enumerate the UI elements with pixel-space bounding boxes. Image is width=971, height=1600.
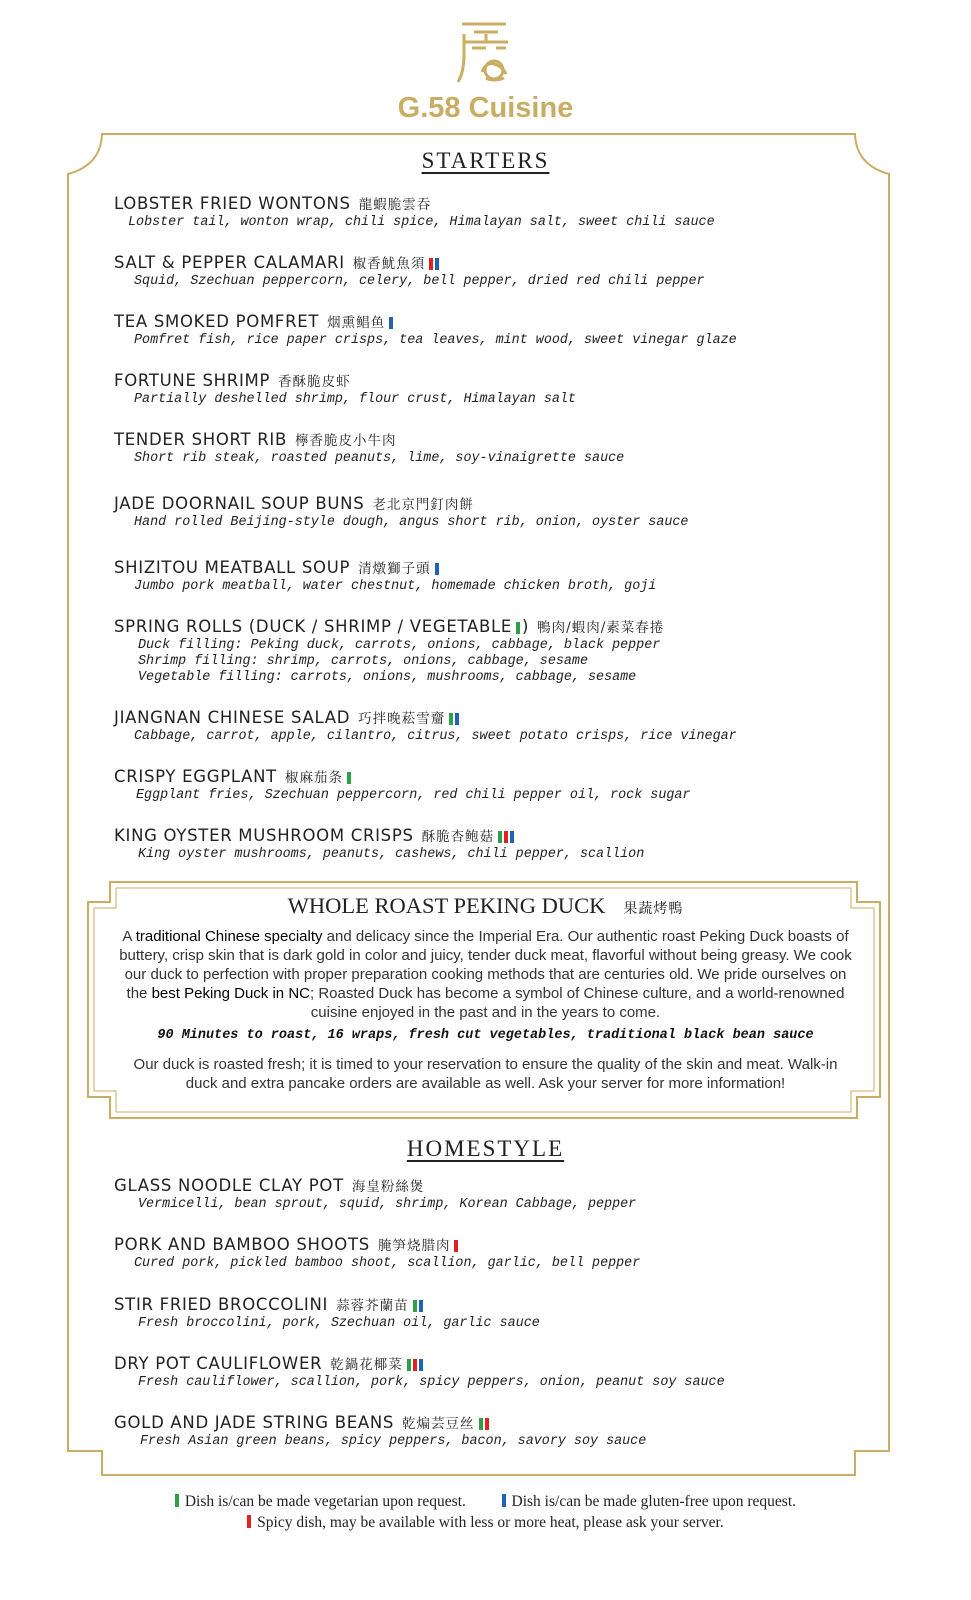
menu-item-title <box>114 1354 874 1375</box>
gluten-free-marker <box>510 831 514 843</box>
menu-item-description: Cabbage, carrot, apple, cilantro, citrus, sweet potato crisps, rice vinegar <box>134 729 737 744</box>
vegetarian-marker <box>449 713 453 725</box>
menu-item-description: Cured pork, pickled bamboo shoot, scallion, garlic, bell pepper <box>134 1256 641 1271</box>
gluten-free-marker <box>455 713 459 725</box>
vegetarian-marker <box>407 1359 411 1371</box>
menu-item <box>114 494 874 531</box>
menu-item-chinese-name: 香酥脆皮虾 <box>278 374 351 390</box>
menu-item-description: Fresh Asian green beans, spicy peppers, bacon, savory soy sauce <box>140 1434 647 1449</box>
vegetarian-marker <box>347 772 351 784</box>
menu-item <box>114 1413 874 1450</box>
duck-note: Our duck is roasted fresh; it is timed to your reservation to ensure the quality of the skin and meat. Walk-in duck and extra pancake orders are available as well. Ask your server for more information! <box>133 1056 838 1092</box>
duck-title: WHOLE ROAST PEKING DUCK <box>287 893 606 918</box>
duck-text-e: ; Roasted Duck has become a symbol of Chinese culture, and a world-renowned cuisine enjoyed in the past and in the years to come. <box>309 985 845 1021</box>
menu-item <box>114 826 874 863</box>
vegetarian-marker <box>175 1494 179 1507</box>
menu-item-chinese-name: 檸香脆皮小牛肉 <box>295 433 397 449</box>
legend-gluten-free: Dish is/can be made gluten-free upon request. <box>511 1493 797 1510</box>
duck-text-c: and delicacy since the Imperial Era. Our authentic roast Peking Duck boasts of buttery, crisp skin that is dark gold in color and juicy, tender duck meat, flavorful without being greasy. We cook our duck to perfection with proper preparation cooking methods that are centuries old. We pride ourselves on the <box>119 928 852 1002</box>
menu-item-description: Lobster tail, wonton wrap, chili spice, Himalayan salt, sweet chili sauce <box>128 215 715 230</box>
dietary-markers <box>429 254 441 274</box>
menu-item-description: Eggplant fries, Szechuan peppercorn, red chili pepper oil, rock sugar <box>136 788 691 803</box>
legend-row-2 <box>0 1514 971 1532</box>
dietary-markers <box>449 709 461 729</box>
spicy-marker <box>504 831 508 843</box>
vegetarian-marker <box>479 1418 483 1430</box>
menu-item-title <box>114 708 874 729</box>
menu-item-name: SHIZITOU MEATBALL SOUP <box>114 558 351 577</box>
dietary-markers <box>479 1414 491 1434</box>
menu-item-chinese-name: 清燉獅子頭 <box>358 561 431 577</box>
spicy-marker <box>429 258 433 270</box>
menu-item-description: King oyster mushrooms, peanuts, cashews, chili pepper, scallion <box>138 847 645 862</box>
menu-item <box>114 1354 874 1391</box>
menu-item-title <box>114 617 874 638</box>
menu-item-chinese-name: 乾鍋花椰菜 <box>330 1357 403 1373</box>
menu-item <box>114 1235 874 1272</box>
menu-item-description: Fresh cauliflower, scallion, pork, spicy peppers, onion, peanut soy sauce <box>138 1375 725 1390</box>
menu-item-title <box>114 826 874 847</box>
menu-item-name: JADE DOORNAIL SOUP BUNS <box>114 494 365 513</box>
gluten-free-marker <box>435 563 439 575</box>
menu-item-title <box>114 1176 874 1197</box>
menu-item <box>114 1295 874 1332</box>
menu-item-name: DRY POT CAULIFLOWER <box>114 1354 323 1373</box>
menu-item <box>114 708 874 745</box>
menu-item-name: STIR FRIED BROCCOLINI <box>114 1295 329 1314</box>
duck-highlight: 90 Minutes to roast, 16 wraps, fresh cut vegetables, traditional black bean sauce <box>157 1028 814 1043</box>
gluten-free-marker <box>435 258 439 270</box>
menu-item-name: CRISPY EGGPLANT <box>114 767 277 786</box>
gluten-free-marker <box>389 317 393 329</box>
gluten-free-marker <box>419 1359 423 1371</box>
menu-item-chinese-name: 巧拌晚菘雪齏 <box>358 711 446 727</box>
menu-item-chinese-name: 龍蝦脆雲吞 <box>358 197 432 213</box>
menu-item-description: Duck filling: Peking duck, carrots, onions, cabbage, black pepper <box>138 638 661 653</box>
dietary-markers <box>389 313 395 333</box>
menu-item-description: Shrimp filling: shrimp, carrots, onions, cabbage, sesame <box>138 654 588 669</box>
menu-item-chinese-name: 酥脆杏鲍菇 <box>421 829 495 845</box>
gluten-free-marker <box>419 1300 423 1312</box>
dietary-markers <box>454 1236 460 1256</box>
duck-emphasis-specialty: traditional Chinese specialty <box>135 928 323 945</box>
menu-item-description: Hand rolled Beijing-style dough, angus short rib, onion, oyster sauce <box>134 515 689 530</box>
menu-item <box>114 1176 874 1213</box>
menu-item-description: Pomfret fish, rice paper crisps, tea leaves, mint wood, sweet vinegar glaze <box>134 333 737 348</box>
menu-item-name: JIANGNAN CHINESE SALAD <box>114 708 351 727</box>
menu-item <box>114 194 874 231</box>
duck-emphasis-best: best Peking Duck in NC <box>151 985 310 1002</box>
menu-item-title <box>114 253 874 274</box>
dietary-markers <box>347 768 353 788</box>
menu-item-chinese-name: 椒麻茄条 <box>284 770 343 786</box>
duck-heading <box>0 893 971 919</box>
legend-vegetarian: Dish is/can be made vegetarian upon request. <box>184 1493 466 1510</box>
spicy-marker <box>485 1418 489 1430</box>
spicy-marker <box>413 1359 417 1371</box>
menu-item-title <box>114 558 874 579</box>
menu-item-chinese-name: 腌笋烧腊肉 <box>377 1238 451 1254</box>
starters-title: STARTERS <box>421 148 550 173</box>
menu-item-name-suffix: ) <box>522 617 530 636</box>
menu-item-title <box>114 767 874 788</box>
brand-name: G.58 Cuisine <box>397 92 574 124</box>
menu-item <box>114 253 874 290</box>
menu-item-title <box>114 1413 874 1434</box>
menu-item-title <box>114 494 874 515</box>
dietary-markers <box>407 1355 425 1375</box>
menu-item-description: Jumbo pork meatball, water chestnut, homemade chicken broth, goji <box>134 579 657 594</box>
menu-item <box>114 312 874 349</box>
homestyle-title: HOMESTYLE <box>406 1136 565 1161</box>
dietary-markers <box>435 559 441 579</box>
menu-item-description: Partially deshelled shrimp, flour crust, Himalayan salt <box>134 392 576 407</box>
menu-item-chinese-name: 老北京門釘肉餅 <box>372 497 474 513</box>
menu-item-title <box>114 194 874 215</box>
menu-item-title <box>114 371 874 392</box>
menu-item-name: TEA SMOKED POMFRET <box>114 312 320 331</box>
vegetarian-marker <box>498 831 502 843</box>
vegetarian-marker <box>413 1300 417 1312</box>
duck-description <box>118 927 853 1022</box>
menu-item-name: LOBSTER FRIED WONTONS <box>114 194 351 213</box>
menu-item <box>114 558 874 595</box>
menu-item-description: Short rib steak, roasted peanuts, lime, soy-vinaigrette sauce <box>134 451 625 466</box>
menu-item-title <box>114 430 874 451</box>
menu-item-chinese-name: 蒜蓉芥蘭苗 <box>336 1298 409 1314</box>
menu-item-name: FORTUNE SHRIMP <box>114 371 271 390</box>
legend-row-1 <box>0 1493 971 1511</box>
dietary-markers <box>413 1296 425 1316</box>
menu-item <box>114 767 874 804</box>
menu-item-name: SPRING ROLLS (DUCK / SHRIMP / VEGETABLE <box>114 617 512 636</box>
menu-item-chinese-name: 烟熏鲳鱼 <box>327 315 386 331</box>
spicy-marker <box>454 1240 458 1252</box>
menu-item-name: GOLD AND JADE STRING BEANS <box>114 1413 395 1432</box>
menu-item-chinese-name: 椒香魷魚須 <box>352 256 426 272</box>
menu-item-name: SALT & PEPPER CALAMARI <box>114 253 345 272</box>
menu-item-description: Vermicelli, bean sprout, squid, shrimp, Korean Cabbage, pepper <box>138 1197 637 1212</box>
menu-item-title <box>114 1235 874 1256</box>
dietary-markers <box>498 827 516 847</box>
gluten-free-marker <box>502 1494 506 1507</box>
menu-item-chinese-name: 海皇粉絲煲 <box>351 1179 425 1195</box>
menu-item-description: Fresh broccolini, pork, Szechuan oil, garlic sauce <box>138 1316 540 1331</box>
menu-item-chinese-name: 鴨肉/蝦肉/素菜春捲 <box>537 620 665 636</box>
menu-item-name: KING OYSTER MUSHROOM CRISPS <box>114 826 414 845</box>
duck-title-cn: 果蔬烤鴨 <box>623 901 684 917</box>
menu-item-name: TENDER SHORT RIB <box>114 430 287 449</box>
menu-item-name: PORK AND BAMBOO SHOOTS <box>114 1235 370 1254</box>
legend-spicy: Spicy dish, may be available with less or more heat, please ask your server. <box>257 1514 724 1531</box>
menu-item <box>114 371 874 408</box>
menu-item-name: GLASS NOODLE CLAY POT <box>114 1176 344 1195</box>
menu-item-chinese-name: 乾煸芸豆丝 <box>402 1416 475 1432</box>
menu-item-description: Squid, Szechuan peppercorn, celery, bell pepper, dried red chili pepper <box>134 274 705 289</box>
spicy-marker <box>247 1515 251 1528</box>
vegetarian-marker <box>516 622 520 634</box>
menu-item <box>114 617 874 686</box>
menu-item-description: Vegetable filling: carrots, onions, mushrooms, cabbage, sesame <box>138 670 637 685</box>
duck-text-a: A <box>122 928 136 945</box>
menu-item-title <box>114 312 874 333</box>
menu-item <box>114 430 874 467</box>
menu-item-title <box>114 1295 874 1316</box>
